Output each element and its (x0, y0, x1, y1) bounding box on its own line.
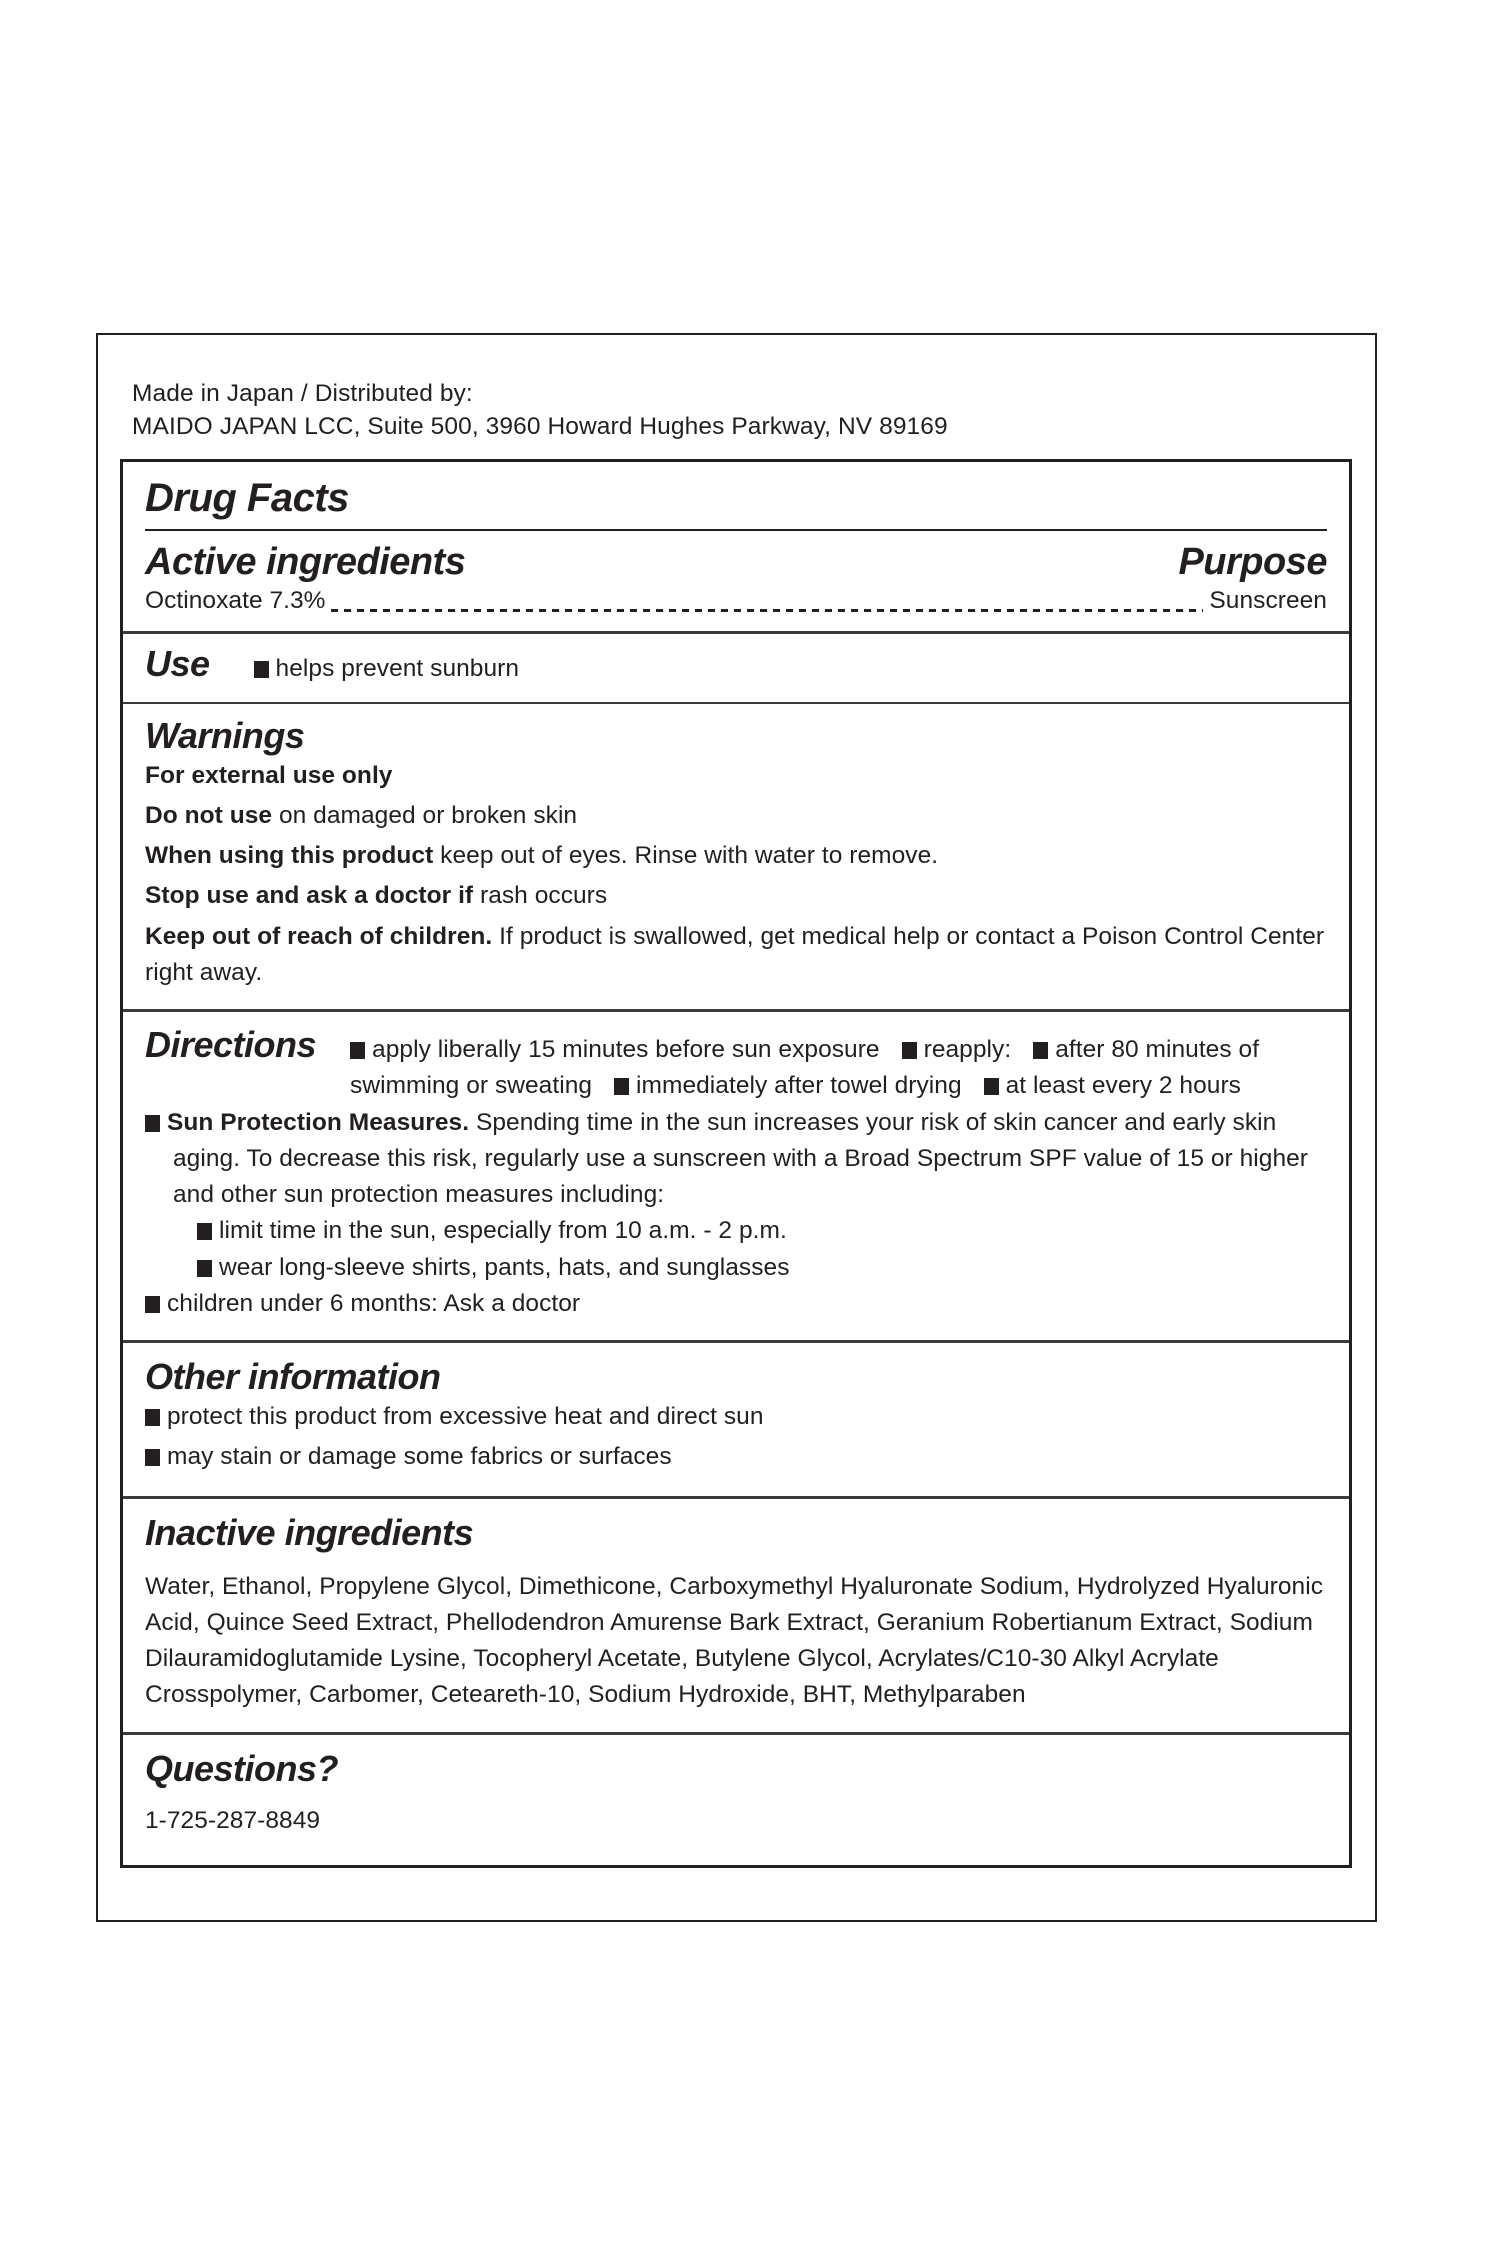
bullet-square-icon (197, 1260, 212, 1277)
warning-rest: If product is swallowed, get medical help or contact a Poison Control Center right away. (145, 922, 1325, 986)
inactive-ingredients-heading: Inactive ingredients (145, 1511, 474, 1553)
active-ingredient-purpose: Sunscreen (1209, 587, 1327, 614)
directions-section (123, 1009, 1349, 1340)
use-item-label: helps prevent sunburn (275, 655, 520, 683)
directions-item-apply: apply liberally 15 minutes before sun exposure (372, 1036, 880, 1063)
directions-item-every2: at least every 2 hours (1005, 1072, 1241, 1100)
drug-facts-title: Drug Facts (145, 476, 349, 520)
spm-sub-item (145, 1250, 1327, 1286)
spm-text: Spending time in the sun increases your risk of skin cancer and early skin aging. To decrease this risk, regularly use a sunscreen with a Broad Spectrum SPF value of 15 or higher and other sun protection measures including: (173, 1108, 1309, 1208)
warning-line (145, 798, 1327, 834)
bullet-square-icon (145, 1296, 160, 1313)
bullet-square-icon (145, 1115, 160, 1132)
warning-line (145, 758, 1327, 794)
spm-sub-item (145, 1213, 1327, 1249)
directions-item-children (145, 1286, 1327, 1322)
inactive-ingredients-text: Water, Ethanol, Propylene Glycol, Dimethicone, Carboxymethyl Hyaluronate Sodium, Hydrolyzed Hyaluronic Acid, Quince Seed Extract, Phellodendron Amurense Bark Extract, Geranium Robertianum Extract, Sodium Dilauramidoglutamide Lysine, Tocopheryl Acetate, Butylene Glycol, Acrylates/C10-30 Alkyl Acrylate Crosspolymer, Carbomer, Ceteareth-10, Sodium Hydroxide, BHT, Methylparaben (145, 1572, 1323, 1709)
directions-inline-items (350, 1032, 1327, 1105)
sun-protection-measures (145, 1105, 1327, 1214)
other-information-item (145, 1399, 1327, 1435)
warning-line (145, 919, 1327, 992)
bullet-square-icon (614, 1078, 629, 1095)
active-ingredients-heading-row (145, 543, 1327, 581)
label-outer-frame (96, 333, 1377, 1922)
directions-item-children-label: children under 6 months: Ask a doctor (167, 1289, 581, 1317)
warning-line (145, 878, 1327, 914)
use-item (254, 651, 520, 687)
active-ingredient-name: Octinoxate 7.3% (145, 587, 326, 614)
directions-item-towel: immediately after towel drying (636, 1072, 962, 1100)
bullet-square-icon (197, 1223, 212, 1240)
questions-section (123, 1732, 1349, 1865)
warnings-heading: Warnings (145, 714, 305, 756)
use-section (123, 631, 1349, 701)
bullet-square-icon (1033, 1042, 1048, 1059)
warnings-section (123, 702, 1349, 1010)
manufacturer-block (98, 335, 1375, 444)
directions-item-reapply: reapply: (923, 1036, 1012, 1063)
warning-rest: on damaged or broken skin (272, 801, 578, 829)
warning-bold: For external use only (145, 761, 393, 789)
directions-heading: Directions (145, 1024, 317, 1065)
other-information-item (145, 1439, 1327, 1475)
directions-item-after80: after 80 minutes of swimming or sweating (350, 1036, 1260, 1100)
inactive-ingredients-section (123, 1496, 1349, 1732)
spm-sub-item-label: limit time in the sun, especially from 10 a.m. - 2 p.m. (219, 1217, 787, 1245)
other-information-item-label: protect this product from excessive heat and direct sun (167, 1403, 764, 1430)
warning-bold: When using this product (145, 842, 434, 869)
bullet-square-icon (145, 1409, 160, 1426)
directions-heading-row (145, 1024, 1327, 1105)
use-heading: Use (145, 643, 210, 685)
bullet-square-icon (350, 1042, 365, 1059)
leader-dots (331, 602, 1204, 612)
warning-line (145, 838, 1327, 874)
bullet-square-icon (254, 661, 269, 678)
manufacturer-line-1: Made in Japan / Distributed by: (132, 380, 473, 407)
active-ingredients-heading: Active ingredients (145, 541, 466, 583)
bullet-square-icon (984, 1078, 999, 1095)
active-ingredients-section (123, 531, 1349, 631)
other-information-item-label: may stain or damage some fabrics or surfaces (167, 1443, 672, 1471)
active-ingredient-row (145, 583, 1327, 619)
warning-bold: Stop use and ask a doctor if (145, 882, 474, 910)
bullet-square-icon (902, 1042, 917, 1059)
questions-phone-number: 1-725-287-8849 (145, 1806, 321, 1834)
warning-bold: Keep out of reach of children. (145, 922, 493, 950)
warning-bold: Do not use (145, 801, 273, 829)
spm-bold-label: Sun Protection Measures. (167, 1108, 470, 1136)
warning-rest: keep out of eyes. Rinse with water to remove. (433, 842, 939, 869)
bullet-square-icon (145, 1449, 160, 1466)
questions-heading: Questions? (145, 1747, 339, 1789)
other-information-section (123, 1340, 1349, 1496)
purpose-heading: Purpose (1178, 541, 1327, 583)
drug-facts-panel (120, 459, 1352, 1868)
drug-facts-header (123, 462, 1349, 531)
warning-rest: rash occurs (473, 882, 608, 910)
spm-sub-item-label: wear long-sleeve shirts, pants, hats, and sunglasses (219, 1253, 790, 1281)
manufacturer-line-2: MAIDO JAPAN LCC, Suite 500, 3960 Howard Hughes Parkway, NV 89169 (132, 413, 948, 441)
other-information-heading: Other information (145, 1356, 441, 1397)
